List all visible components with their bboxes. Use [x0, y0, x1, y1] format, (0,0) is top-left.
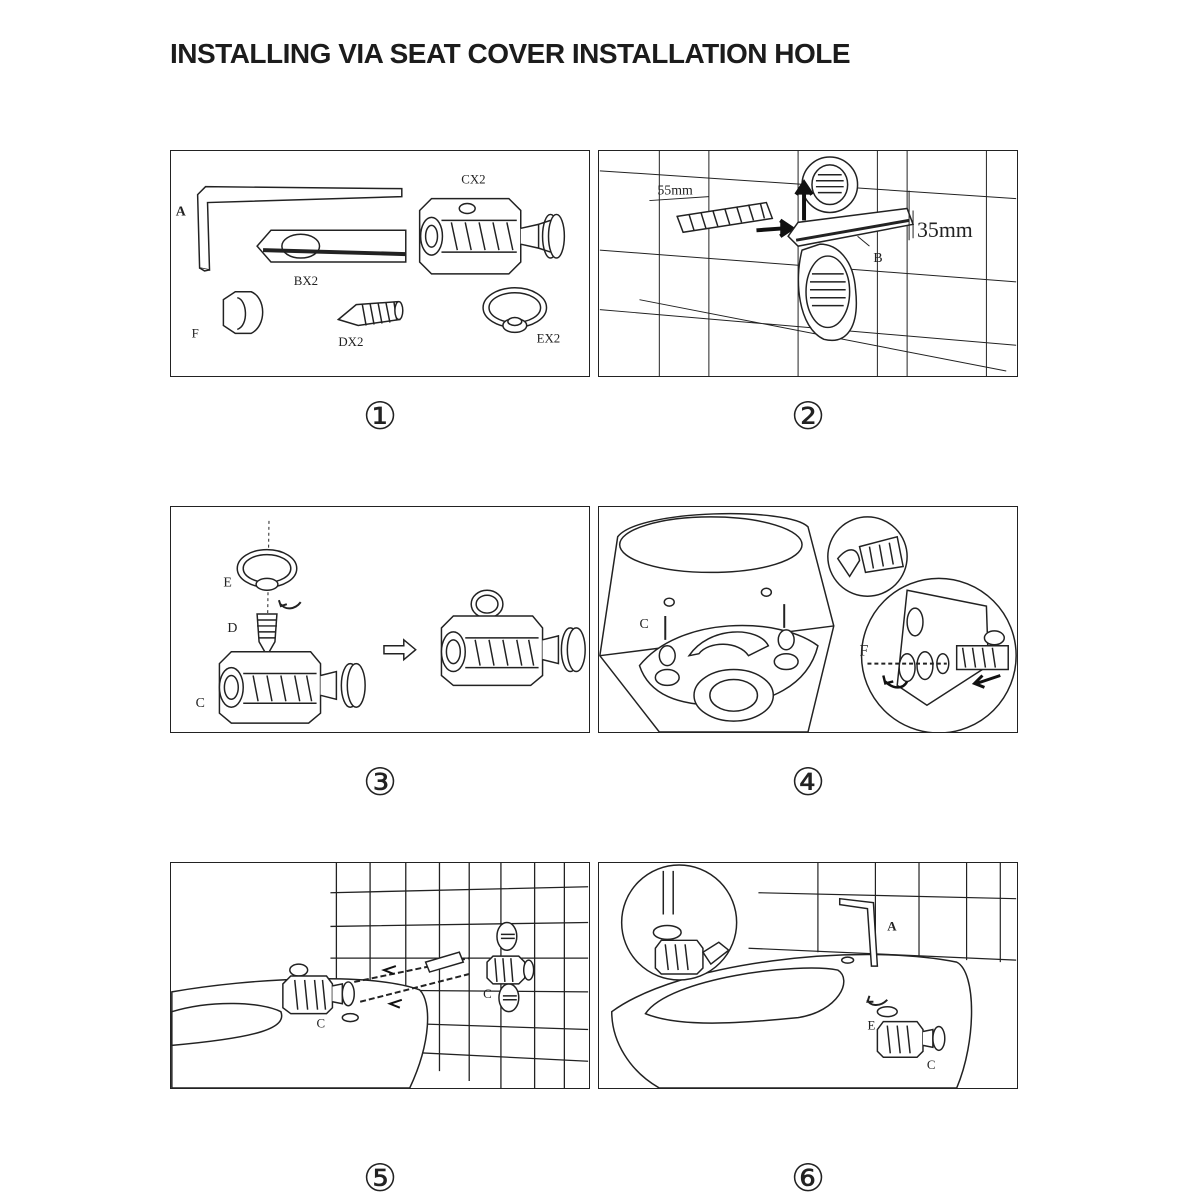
step-3-panel: [170, 506, 590, 733]
rotate-arrow-icon: [279, 600, 301, 608]
step-4-number: ④: [790, 760, 826, 804]
label-55mm: 55mm: [657, 183, 693, 199]
bolt-b-icon: [788, 208, 913, 246]
label-c6: C: [926, 1058, 936, 1073]
label-c: CX2: [461, 172, 486, 187]
detail-hand-icon: [828, 517, 907, 596]
step-4-panel: [598, 506, 1018, 733]
toilet-seat-underside: [600, 514, 834, 732]
connector-c-icon: [219, 652, 365, 723]
screw-icon: [338, 302, 402, 326]
threaded-rod-icon: [677, 203, 772, 233]
right-arrow-icon: [756, 220, 792, 236]
label-c5b: C: [483, 986, 492, 1001]
next-arrow-icon: [384, 640, 416, 660]
wall-tiles-6: [749, 863, 1017, 962]
label-a: A: [175, 204, 186, 220]
bolt-icon: [257, 230, 406, 262]
step-6-panel: [598, 862, 1018, 1089]
page-title: INSTALLING VIA SEAT COVER INSTALLATION HOLE: [170, 38, 851, 69]
fit-seat-illustration: [599, 507, 1017, 732]
label-c3: C: [195, 696, 205, 712]
label-f4: F: [859, 642, 869, 660]
detail-circle-6-icon: [622, 865, 737, 980]
top-seat-hole-icon: [802, 157, 858, 213]
bottom-seat-hole-icon: [798, 244, 856, 340]
label-b2: B: [873, 251, 883, 267]
threaded-rod-5-icon: [426, 952, 464, 972]
step-3-number: ③: [362, 760, 398, 804]
label-35mm: 35mm: [917, 218, 973, 243]
step-2-number: ②: [790, 394, 826, 438]
label-d3: D: [227, 620, 238, 636]
label-e6: E: [867, 1018, 876, 1033]
parts-illustration: [171, 151, 589, 376]
cap-icon: [223, 292, 262, 334]
step-1-number: ①: [362, 394, 398, 438]
step-6-number: ⑥: [790, 1156, 826, 1200]
label-a6: A: [887, 919, 897, 934]
tighten-illustration: [599, 863, 1017, 1088]
detail-magnifier-icon: [859, 578, 1017, 732]
assemble-connector-illustration: [171, 507, 589, 732]
step-2-panel: [598, 150, 1018, 377]
assembled-connector-icon: [441, 590, 585, 685]
label-c5a: C: [316, 1016, 326, 1031]
label-e3: E: [223, 575, 232, 591]
label-c4: C: [639, 616, 649, 632]
label-b: BX2: [293, 273, 319, 288]
label-d: DX2: [338, 335, 364, 350]
step-5-number: ⑤: [362, 1156, 398, 1200]
washer-icon: [483, 288, 546, 333]
label-f: F: [191, 326, 199, 341]
wall-bracket-5-icon: [487, 922, 534, 1011]
screw-d-icon: [257, 614, 277, 656]
washer-e-icon: [237, 550, 296, 591]
wall-mount-illustration: [171, 863, 589, 1088]
wall-measure-illustration: [599, 151, 1017, 376]
step-5-panel: [170, 862, 590, 1089]
connector-icon: [420, 199, 565, 274]
label-e: EX2: [536, 331, 561, 346]
step-1-panel: [170, 150, 590, 377]
